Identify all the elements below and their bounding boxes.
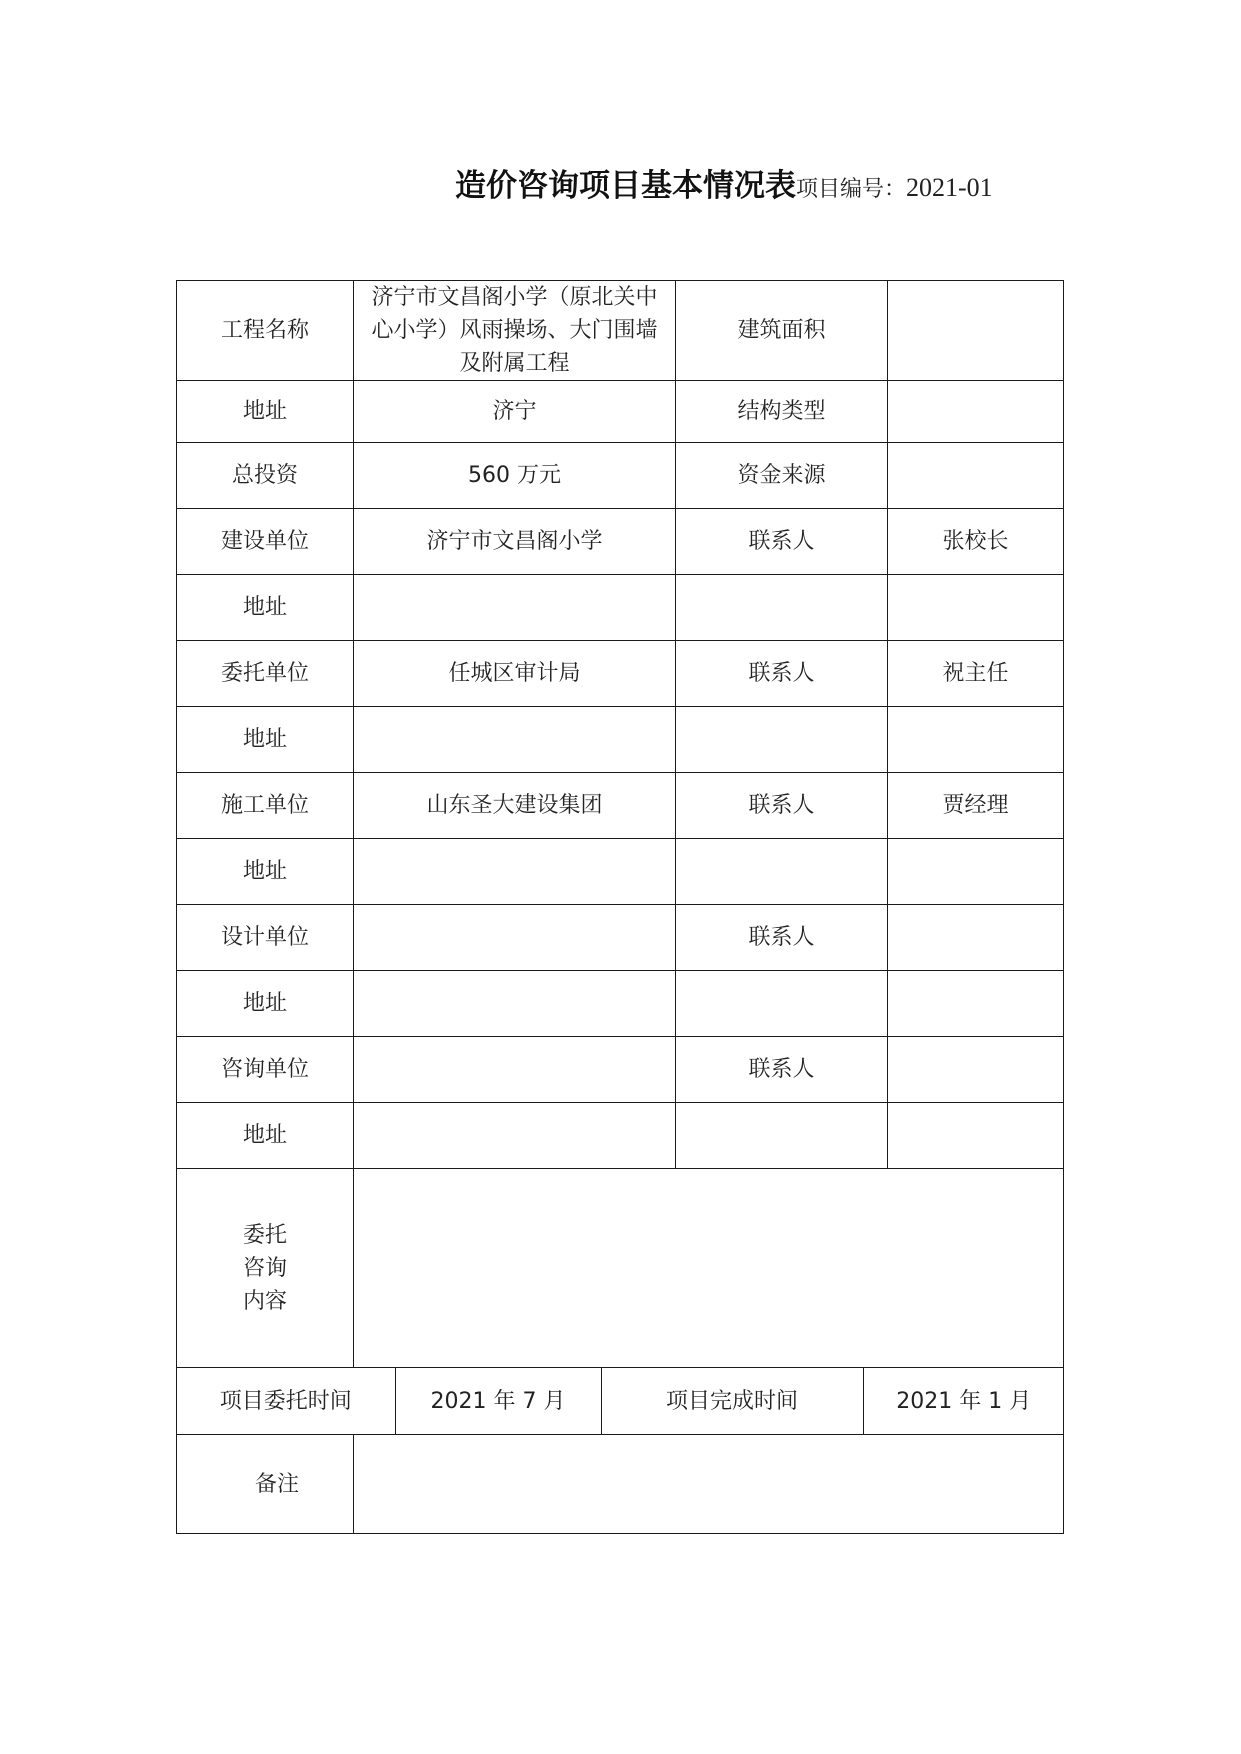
project-name-label: 工程名称 xyxy=(177,281,354,381)
client-label: 委托单位 xyxy=(177,641,354,707)
designer-value xyxy=(354,905,676,971)
table-row-client xyxy=(177,641,1064,707)
total-investment-label: 总投资 xyxy=(177,443,354,509)
client-address-value xyxy=(354,707,676,773)
table-row-remarks xyxy=(177,1435,1064,1534)
project-number-value: 2021-01 xyxy=(906,173,993,202)
structure-type-label: 结构类型 xyxy=(676,381,888,443)
remarks-value xyxy=(354,1435,1064,1534)
builder-contact-value: 张校长 xyxy=(888,509,1064,575)
consultant-address-extra2 xyxy=(888,1103,1064,1169)
table-row-address xyxy=(177,381,1064,443)
client-address-extra xyxy=(676,707,888,773)
table-row-consultant xyxy=(177,1037,1064,1103)
table-row-constructor-address xyxy=(177,839,1064,905)
client-address-extra2 xyxy=(888,707,1064,773)
entrust-time-value: 2021 年 7 月 xyxy=(395,1368,601,1434)
complete-time-label: 项目完成时间 xyxy=(601,1368,863,1434)
header xyxy=(455,160,993,205)
designer-contact-value xyxy=(888,905,1064,971)
designer-contact-label: 联系人 xyxy=(676,905,888,971)
designer-address-extra xyxy=(676,971,888,1037)
builder-label: 建设单位 xyxy=(177,509,354,575)
client-contact-value: 祝主任 xyxy=(888,641,1064,707)
client-value: 任城区审计局 xyxy=(354,641,676,707)
designer-label: 设计单位 xyxy=(177,905,354,971)
consultant-address-label: 地址 xyxy=(177,1103,354,1169)
builder-address-label: 地址 xyxy=(177,575,354,641)
consultant-contact-value xyxy=(888,1037,1064,1103)
entrust-time-label: 项目委托时间 xyxy=(219,1388,352,1414)
fund-source-value xyxy=(888,443,1064,509)
table-row-scope xyxy=(177,1169,1064,1368)
consultant-label: 咨询单位 xyxy=(177,1037,354,1103)
constructor-address-value xyxy=(354,839,676,905)
table-row-project-name xyxy=(177,281,1064,381)
project-info-table xyxy=(176,280,1064,1534)
table-row-builder xyxy=(177,509,1064,575)
address-label: 地址 xyxy=(177,381,354,443)
table-row-consultant-address xyxy=(177,1103,1064,1169)
constructor-address-extra xyxy=(676,839,888,905)
builder-address-extra xyxy=(676,575,888,641)
project-name-text: 济宁市文昌阁小学（原北关中心小学）风雨操场、大门围墙及附属工程 xyxy=(371,285,658,376)
constructor-contact-label: 联系人 xyxy=(676,773,888,839)
consultant-address-value xyxy=(354,1103,676,1169)
consultant-contact-label: 联系人 xyxy=(676,1037,888,1103)
scope-label-line-1: 委托 xyxy=(242,1222,287,1248)
scope-label-line-3: 内容 xyxy=(242,1288,287,1314)
consultant-address-extra xyxy=(676,1103,888,1169)
table-row-designer xyxy=(177,905,1064,971)
table-row-times xyxy=(177,1368,1064,1435)
builder-value: 济宁市文昌阁小学 xyxy=(354,509,676,575)
table-row-designer-address xyxy=(177,971,1064,1037)
scope-label xyxy=(177,1169,354,1368)
constructor-contact-value: 贾经理 xyxy=(888,773,1064,839)
builder-address-value xyxy=(354,575,676,641)
constructor-address-label: 地址 xyxy=(177,839,354,905)
times-subtable xyxy=(177,1368,1064,1434)
client-address-label: 地址 xyxy=(177,707,354,773)
total-investment-value: 560 万元 xyxy=(354,443,676,509)
times-cell xyxy=(177,1368,1064,1435)
complete-time-value: 2021 年 1 月 xyxy=(863,1368,1064,1434)
builder-contact-label: 联系人 xyxy=(676,509,888,575)
table-row-constructor xyxy=(177,773,1064,839)
fund-source-label: 资金来源 xyxy=(676,443,888,509)
constructor-label: 施工单位 xyxy=(177,773,354,839)
consultant-value xyxy=(354,1037,676,1103)
project-name-value xyxy=(354,281,676,381)
project-number-label: 项目编号： xyxy=(796,177,907,202)
builder-address-extra2 xyxy=(888,575,1064,641)
table-row-client-address xyxy=(177,707,1064,773)
designer-address-extra2 xyxy=(888,971,1064,1037)
building-area-value xyxy=(888,281,1064,381)
constructor-address-extra2 xyxy=(888,839,1064,905)
building-area-label: 建筑面积 xyxy=(676,281,888,381)
designer-address-label: 地址 xyxy=(177,971,354,1037)
address-value: 济宁 xyxy=(354,381,676,443)
remarks-label xyxy=(177,1435,354,1534)
table-row-builder-address xyxy=(177,575,1064,641)
page-title: 造价咨询项目基本情况表 xyxy=(455,168,796,204)
scope-label-line-2: 咨询 xyxy=(242,1255,287,1281)
structure-type-value xyxy=(888,381,1064,443)
constructor-value: 山东圣大建设集团 xyxy=(354,773,676,839)
client-contact-label: 联系人 xyxy=(676,641,888,707)
remarks-label-text: 备注 xyxy=(254,1471,299,1497)
designer-address-value xyxy=(354,971,676,1037)
scope-value xyxy=(354,1169,1064,1368)
table-row-investment xyxy=(177,443,1064,509)
